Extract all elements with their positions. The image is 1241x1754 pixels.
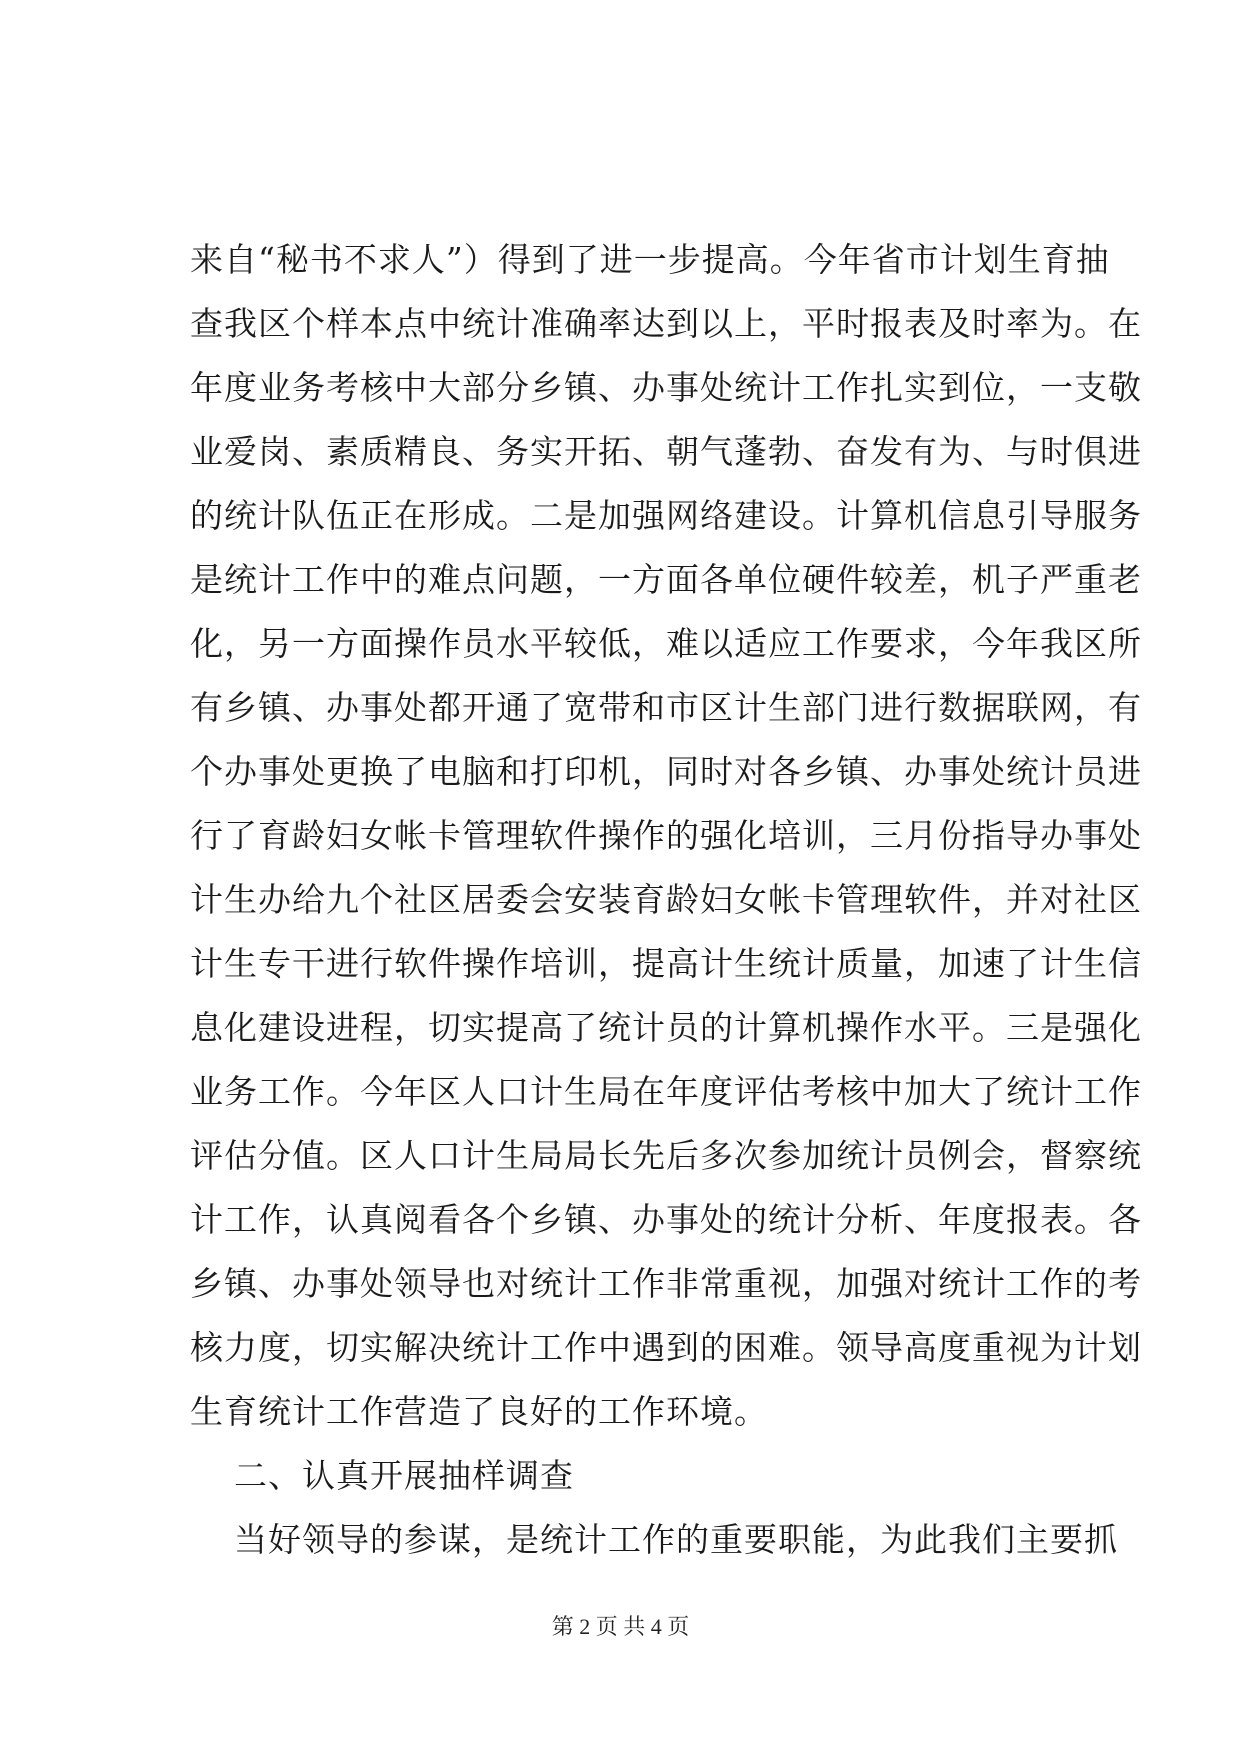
text-line: 计生专干进行软件操作培训，提高计生统计质量，加速了计生信 xyxy=(190,944,1142,983)
text-line: 计工作，认真阅看各个乡镇、办事处的统计分析、年度报表。各 xyxy=(190,1200,1142,1239)
text-line: 年度业务考核中大部分乡镇、办事处统计工作扎实到位，一支敬 xyxy=(190,368,1142,407)
text-line: 息化建设进程，切实提高了统计员的计算机操作水平。三是强化 xyxy=(190,1008,1142,1047)
text-line: 的统计队伍正在形成。二是加强网络建设。计算机信息引导服务 xyxy=(190,496,1142,535)
text-line: 业务工作。今年区人口计生局在年度评估考核中加大了统计工作 xyxy=(190,1072,1142,1111)
text-line: 生育统计工作营造了良好的工作环境。 xyxy=(190,1392,768,1431)
text-line: 当好领导的参谋，是统计工作的重要职能，为此我们主要抓 xyxy=(234,1520,1118,1559)
text-line: 评估分值。区人口计生局局长先后多次参加统计员例会，督察统 xyxy=(190,1136,1142,1175)
text-line: 有乡镇、办事处都开通了宽带和市区计生部门进行数据联网，有 xyxy=(190,688,1142,727)
section-heading: 二、认真开展抽样调查 xyxy=(234,1456,574,1495)
text-line: 业爱岗、素质精良、务实开拓、朝气蓬勃、奋发有为、与时俱进 xyxy=(190,432,1142,471)
text-line: 来自“秘书不求人”）得到了进一步提高。今年省市计划生育抽 xyxy=(190,240,1110,279)
text-line: 乡镇、办事处领导也对统计工作非常重视，加强对统计工作的考 xyxy=(190,1264,1142,1303)
text-line: 是统计工作中的难点问题，一方面各单位硬件较差，机子严重老 xyxy=(190,560,1142,599)
document-body xyxy=(190,228,1142,1572)
text-line: 化，另一方面操作员水平较低，难以适应工作要求，今年我区所 xyxy=(190,624,1142,663)
text-line: 行了育龄妇女帐卡管理软件操作的强化培训，三月份指导办事处 xyxy=(190,816,1142,855)
text-line: 查我区个样本点中统计准确率达到以上，平时报表及时率为。在 xyxy=(190,304,1142,343)
text-line: 个办事处更换了电脑和打印机，同时对各乡镇、办事处统计员进 xyxy=(190,752,1142,791)
text-line: 计生办给九个社区居委会安装育龄妇女帐卡管理软件，并对社区 xyxy=(190,880,1142,919)
page-footer: 第 2 页 共 4 页 xyxy=(551,1614,690,1639)
text-line: 核力度，切实解决统计工作中遇到的困难。领导高度重视为计划 xyxy=(190,1328,1142,1367)
